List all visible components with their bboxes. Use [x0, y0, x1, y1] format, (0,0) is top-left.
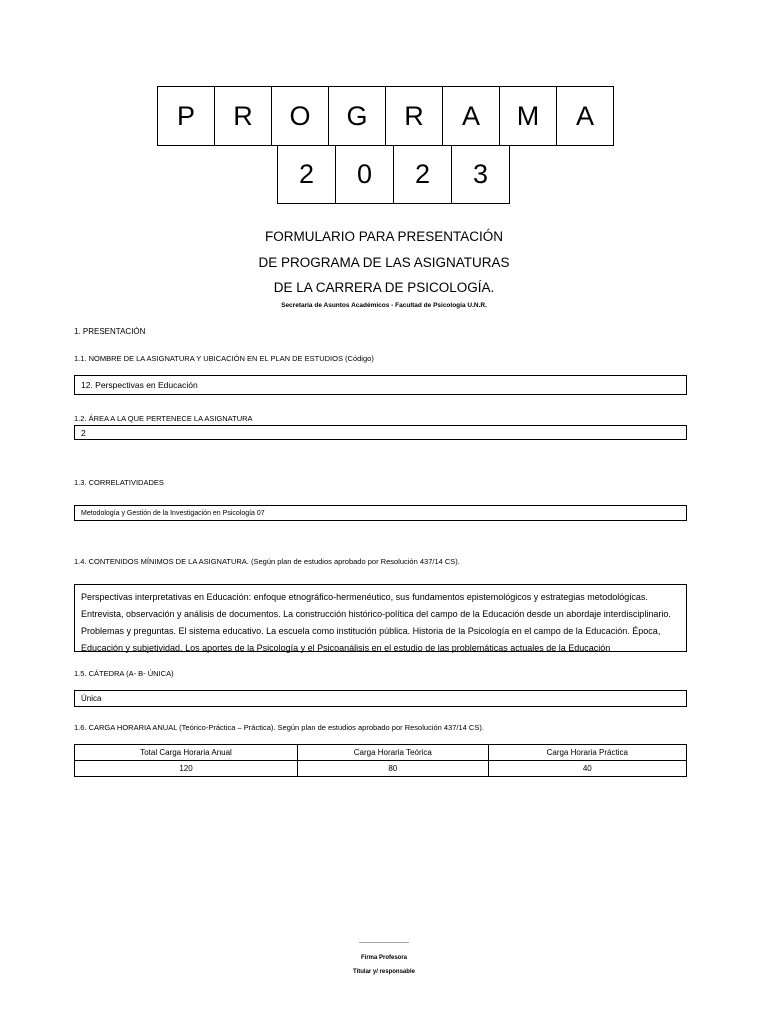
table-row — [75, 761, 687, 777]
form-subtitle: Secretaría de Asuntos Académicos - Facultad de Psicología U.N.R. — [281, 302, 487, 309]
year-digit: 2 — [393, 145, 452, 204]
year-digit-boxes — [277, 145, 510, 204]
field-label-correlatividades: 1.3. CORRELATIVIDADES — [74, 478, 164, 487]
year-digit: 3 — [451, 145, 510, 204]
form-title-line-2: DE PROGRAMA DE LAS ASIGNATURAS — [258, 255, 510, 270]
table-header-row — [75, 745, 687, 761]
catedra-field: Única — [74, 690, 687, 707]
programa-letter: P — [157, 86, 215, 146]
programa-letter: R — [214, 86, 272, 146]
programa-letter: R — [385, 86, 443, 146]
contenidos-line: Educación y subjetividad. Los aportes de la Psicología y el Psicoanálisis en el estudio de las problemáticas actuales de la Educación — [81, 643, 611, 653]
table-header-cell: Total Carga Horaria Anual — [75, 745, 298, 761]
contenidos-line: Entrevista, observación y análisis de documentos. La construcción histórico-política del campo de la Educación desde un abordaje interdisciplinario. — [81, 609, 671, 619]
programa-letter: M — [499, 86, 557, 146]
programa-letter-boxes — [157, 86, 614, 146]
field-label-contenidos: 1.4. CONTENIDOS MÍNIMOS DE LA ASIGNATURA. (Según plan de estudios aprobado por Resolución 437/14 CS). — [74, 557, 460, 566]
field-label-nombre: 1.1. NOMBRE DE LA ASIGNATURA Y UBICACIÓN EN EL PLAN DE ESTUDIOS (Código) — [74, 354, 374, 363]
contenidos-line: Problemas y preguntas. El sistema educativo. La escuela como institución pública. Historia de la Psicología en el campo de la Educación. Época, — [81, 626, 661, 636]
table-cell: 40 — [488, 761, 686, 777]
form-title-line-3: DE LA CARRERA DE PSICOLOGÍA. — [273, 280, 495, 295]
contenidos-line: Perspectivas interpretativas en Educación: enfoque etnográfico-hermenéutico, sus fundamentos epistemológicos y estrategias metodológicas. — [81, 592, 648, 602]
correlatividades-field: Metodología y Gestión de la Investigación en Psicología 07 — [74, 505, 687, 521]
area-field: 2 — [74, 425, 687, 440]
field-label-catedra: 1.5. CÁTEDRA (A- B- ÚNICA) — [74, 669, 174, 678]
programa-letter: A — [556, 86, 614, 146]
field-label-area: 1.2. ÁREA A LA QUE PERTENECE LA ASIGNATURA — [74, 414, 253, 423]
signature-name: Firma Profesora — [360, 955, 408, 961]
signature-role: Titular y/ responsable — [353, 969, 415, 975]
signature-line: ------------------------- — [359, 940, 409, 946]
nombre-asignatura-field: 12. Perspectivas en Educación — [74, 375, 687, 395]
table-header-cell: Carga Horaria Teórica — [298, 745, 489, 761]
year-digit: 0 — [335, 145, 394, 204]
section-heading: 1. PRESENTACIÓN — [74, 327, 146, 336]
programa-letter: A — [442, 86, 500, 146]
form-title-line-1: FORMULARIO PARA PRESENTACIÓN — [264, 229, 504, 244]
contenidos-minimos-box — [74, 584, 687, 652]
programa-letter: G — [328, 86, 386, 146]
table-cell: 120 — [75, 761, 298, 777]
table-cell: 80 — [298, 761, 489, 777]
field-label-carga-horaria: 1.6. CARGA HORARIA ANUAL (Teórico-Práctica – Práctica). Según plan de estudios aprobado por Resolución 437/14 CS). — [74, 723, 484, 732]
table-header-cell: Carga Horaria Práctica — [488, 745, 686, 761]
carga-horaria-table — [74, 744, 687, 777]
programa-letter: O — [271, 86, 329, 146]
year-digit: 2 — [277, 145, 336, 204]
